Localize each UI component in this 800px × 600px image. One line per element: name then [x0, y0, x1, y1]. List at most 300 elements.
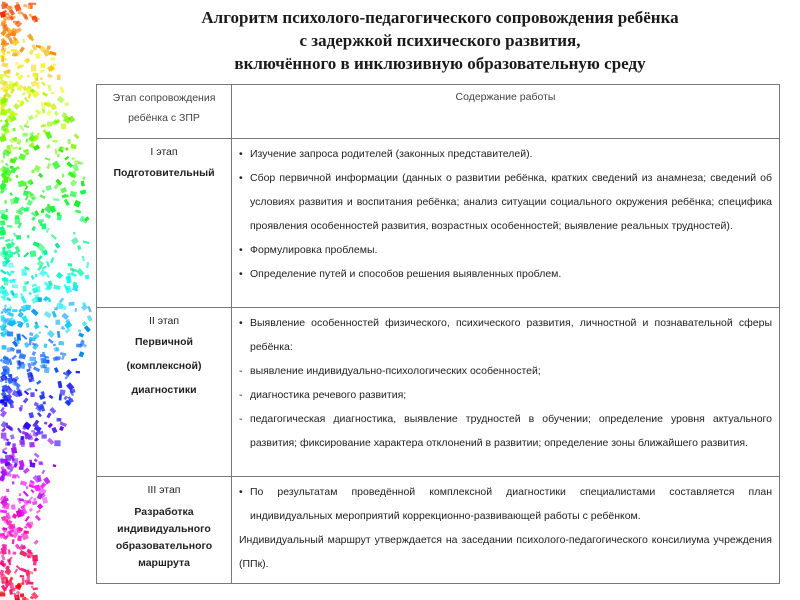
list-item: • По результатам проведённой комплексной диагностики специалистами составляется план индивидуальных мероприятий коррекционно-развивающей работы с ребёнком. [237, 480, 772, 528]
confetti-piece [15, 81, 18, 86]
confetti-piece [9, 582, 14, 590]
confetti-piece [42, 265, 47, 269]
confetti-piece [20, 575, 24, 577]
confetti-piece [6, 531, 11, 537]
confetti-piece [6, 489, 9, 492]
list-item: - диагностика речевого развития; [237, 383, 772, 407]
confetti-piece [0, 135, 7, 142]
confetti-piece [66, 276, 72, 284]
confetti-piece [15, 72, 19, 77]
confetti-piece [29, 379, 32, 382]
confetti-piece [43, 401, 46, 404]
confetti-piece [15, 175, 19, 179]
list-item: • Определение путей и способов решения выявленных проблем. [237, 262, 772, 286]
confetti-piece [59, 297, 65, 303]
confetti-piece [71, 144, 77, 149]
confetti-piece [43, 296, 49, 302]
confetti-piece [20, 593, 25, 597]
confetti-piece [1, 345, 6, 350]
confetti-piece [0, 236, 5, 239]
list-item: • Выявление особенностей физического, психического развития, личностной и познавательной сферы ребёнка: [237, 311, 772, 359]
table-header-row [97, 85, 780, 139]
confetti-piece [49, 407, 56, 414]
confetti-piece [26, 368, 30, 372]
confetti-piece [28, 93, 32, 99]
confetti-piece [68, 302, 74, 306]
confetti-piece [52, 311, 57, 318]
confetti-piece [7, 347, 12, 352]
confetti-piece [32, 283, 37, 287]
confetti-piece [46, 109, 52, 116]
confetti-piece [21, 315, 28, 323]
confetti-piece [31, 216, 35, 221]
confetti-piece [24, 390, 29, 395]
confetti-piece [23, 4, 28, 8]
confetti-piece [2, 502, 10, 509]
confetti-piece [25, 486, 28, 489]
confetti-piece [0, 269, 6, 274]
confetti-piece [34, 113, 38, 118]
title-line-2: с задержкой психического развития, [299, 31, 581, 50]
confetti-piece [43, 343, 47, 348]
confetti-piece [44, 367, 50, 373]
confetti-piece [56, 356, 61, 360]
confetti-piece [50, 257, 54, 263]
confetti-piece [41, 102, 45, 109]
confetti-piece [20, 440, 24, 447]
confetti-piece [0, 220, 5, 225]
confetti-piece [10, 271, 14, 274]
confetti-piece [27, 200, 33, 206]
confetti-piece [54, 111, 58, 116]
confetti-piece [38, 219, 44, 222]
confetti-piece [37, 133, 40, 136]
header-stage-line-1: Этап сопровождения [112, 92, 216, 104]
confetti-piece [22, 39, 25, 44]
confetti-piece [36, 45, 41, 49]
confetti-piece [46, 412, 51, 418]
confetti-piece [35, 274, 38, 278]
confetti-piece [27, 235, 30, 239]
confetti-piece [59, 421, 67, 427]
confetti-piece [82, 321, 87, 326]
confetti-piece [54, 149, 57, 155]
confetti-piece [85, 275, 90, 280]
confetti-piece [79, 351, 85, 357]
confetti-piece [82, 256, 85, 262]
confetti-piece [15, 62, 19, 66]
confetti-piece [34, 540, 39, 545]
confetti-piece [66, 161, 73, 167]
confetti-piece [50, 57, 55, 60]
confetti-piece [22, 92, 26, 96]
content-cell [232, 139, 780, 308]
confetti-piece [33, 135, 39, 140]
confetti-piece [62, 174, 64, 178]
stage-name-line: диагностики [131, 384, 197, 396]
confetti-piece [21, 334, 27, 340]
confetti-piece [29, 508, 33, 512]
confetti-piece [61, 313, 69, 320]
confetti-piece [70, 191, 77, 198]
confetti-piece [17, 428, 22, 434]
confetti-piece [71, 358, 77, 361]
confetti-piece [57, 96, 65, 104]
confetti-piece [4, 304, 7, 307]
confetti-piece [30, 489, 34, 493]
confetti-piece [0, 591, 5, 596]
title-line-3: включённого в инклюзивную образовательную среду [234, 54, 646, 73]
confetti-piece [29, 332, 34, 336]
confetti-piece [23, 190, 29, 196]
confetti-piece [38, 173, 43, 178]
confetti-piece [78, 161, 83, 165]
confetti-piece [46, 144, 51, 149]
confetti-piece [23, 467, 30, 474]
confetti-piece [63, 395, 68, 400]
algorithm-table [96, 84, 780, 584]
stage-number: II этап [148, 315, 180, 327]
confetti-piece [76, 268, 84, 276]
confetti-piece [44, 311, 52, 318]
confetti-piece [59, 394, 62, 400]
confetti-piece [65, 147, 69, 151]
confetti-piece [2, 450, 8, 454]
confetti-piece [0, 459, 6, 464]
confetti-piece [16, 590, 21, 594]
confetti-piece [57, 212, 61, 216]
confetti-piece [75, 210, 81, 214]
confetti-piece [61, 123, 66, 129]
confetti-piece [54, 440, 60, 446]
confetti-piece [47, 330, 55, 338]
confetti-piece [7, 225, 13, 228]
confetti-piece [68, 139, 71, 144]
confetti-piece [42, 189, 46, 193]
confetti-piece [30, 392, 34, 397]
confetti-piece [5, 239, 10, 242]
confetti-piece [74, 308, 77, 312]
title-line-1: Алгоритм психолого-педагогического сопровождения ребёнка [201, 8, 679, 27]
confetti-piece [41, 81, 46, 86]
confetti-piece [12, 284, 18, 288]
confetti-piece [11, 355, 17, 360]
confetti-piece [76, 343, 82, 347]
table-row [97, 139, 780, 308]
confetti-piece [3, 176, 8, 183]
confetti-piece [53, 198, 59, 201]
confetti-piece [26, 388, 31, 392]
confetti-piece [29, 49, 35, 55]
confetti-piece [76, 371, 80, 374]
stage-name-line: Первичной [134, 336, 194, 348]
stage-number: I этап [150, 146, 178, 158]
confetti-piece [74, 133, 80, 139]
confetti-piece [61, 355, 65, 360]
confetti-piece [28, 115, 34, 121]
confetti-piece [0, 120, 3, 123]
confetti-piece [56, 320, 61, 325]
confetti-piece [2, 447, 8, 452]
table-row [97, 477, 780, 584]
confetti-piece [0, 74, 4, 80]
confetti-piece [36, 509, 41, 513]
confetti-piece [36, 380, 41, 385]
confetti-piece [53, 343, 56, 346]
confetti-piece [17, 535, 22, 541]
confetti-piece [12, 128, 15, 132]
confetti-piece [59, 87, 64, 94]
confetti-piece [56, 272, 63, 279]
confetti-piece [23, 491, 29, 497]
confetti-piece [12, 474, 17, 478]
confetti-piece [22, 133, 27, 137]
confetti-piece [17, 512, 24, 517]
confetti-piece [39, 269, 46, 276]
confetti-piece [1, 427, 6, 432]
confetti-piece [34, 568, 37, 571]
confetti-piece [80, 189, 87, 194]
confetti-piece [30, 250, 37, 257]
confetti-piece [16, 139, 21, 145]
confetti-piece [3, 279, 8, 285]
confetti-piece [26, 139, 29, 143]
confetti-piece [54, 367, 59, 373]
confetti-piece [38, 461, 42, 465]
confetti-piece [24, 125, 29, 128]
confetti-piece [72, 164, 79, 172]
list-item: • Сбор первичной информации (данных о развитии ребёнка, кратких сведений из анамнеза; сведений об условиях развития и воспитания ребёнка; анализ ситуации социального окружения ребёнка; специфика проявления особенностей развития, возрастных особенностей; выявление реальных трудностей). [237, 166, 772, 238]
confetti-piece [31, 170, 34, 174]
confetti-piece [31, 65, 37, 72]
confetti-piece [31, 226, 36, 231]
confetti-piece [53, 285, 61, 290]
stage-name-line: (комплексной) [126, 360, 202, 372]
confetti-piece [28, 412, 34, 418]
confetti-piece [35, 53, 41, 59]
confetti-piece [42, 92, 48, 97]
confetti-piece [60, 187, 67, 193]
confetti-piece [23, 286, 27, 292]
confetti-piece [49, 395, 54, 400]
list-item: • Формулировка проблемы. [237, 238, 772, 262]
confetti-piece [64, 102, 69, 106]
confetti-piece [4, 58, 7, 61]
confetti-piece [18, 153, 26, 161]
confetti-piece [15, 218, 21, 224]
confetti-piece [59, 426, 64, 431]
confetti-piece [47, 73, 53, 78]
confetti-piece [35, 515, 41, 521]
confetti-piece [83, 177, 86, 180]
confetti-piece [21, 296, 27, 304]
confetti-piece [73, 232, 76, 235]
confetti-piece [23, 531, 28, 534]
confetti-piece [18, 65, 24, 67]
confetti-piece [32, 501, 37, 505]
list-item: • Изучение запроса родителей (законных представителей). [237, 142, 772, 166]
confetti-piece [47, 84, 51, 91]
confetti-piece [10, 192, 13, 196]
confetti-piece [55, 243, 61, 249]
confetti-piece [14, 569, 18, 574]
confetti-piece [33, 165, 41, 173]
confetti-piece [39, 194, 45, 199]
content-cell [232, 308, 780, 477]
confetti-piece [25, 516, 30, 522]
confetti-piece [0, 315, 4, 320]
confetti-piece [48, 423, 53, 429]
confetti-piece [26, 74, 30, 78]
confetti-piece [29, 442, 35, 448]
confetti-piece [22, 431, 28, 436]
confetti-piece [33, 144, 40, 151]
confetti-piece [42, 352, 45, 354]
confetti-piece [87, 306, 92, 313]
confetti-piece [19, 493, 22, 496]
confetti-piece [28, 292, 32, 296]
confetti-piece [18, 147, 22, 151]
confetti-piece [74, 200, 82, 208]
confetti-piece [34, 458, 38, 462]
confetti-piece [19, 46, 25, 52]
confetti-piece [44, 325, 48, 328]
confetti-piece [34, 453, 40, 458]
confetti-piece [33, 587, 38, 590]
confetti-piece [33, 498, 36, 501]
confetti-piece [10, 238, 13, 242]
confetti-piece [37, 255, 42, 260]
confetti-piece [6, 318, 11, 322]
confetti-piece [16, 349, 21, 353]
confetti-piece [1, 433, 7, 439]
confetti-piece [49, 51, 56, 56]
confetti-piece [46, 163, 51, 169]
confetti-piece [41, 470, 45, 475]
confetti-piece [51, 234, 57, 240]
confetti-piece [12, 309, 17, 312]
stage-number: III этап [147, 484, 181, 496]
confetti-piece [51, 427, 57, 434]
confetti-piece [40, 77, 43, 80]
list-item: Индивидуальный маршрут утверждается на заседании психолого-педагогического консилиума учреждения (ППк). [239, 534, 772, 570]
confetti-piece [33, 366, 40, 372]
confetti-piece [53, 249, 58, 254]
confetti-piece [53, 140, 58, 143]
confetti-piece [46, 185, 52, 191]
confetti-piece [29, 357, 36, 362]
confetti-piece [64, 199, 70, 206]
confetti-piece [86, 262, 89, 268]
confetti-piece [17, 100, 20, 103]
stage-cell [97, 308, 232, 477]
stage-cell [97, 477, 232, 584]
confetti-piece [26, 305, 32, 311]
confetti-piece [5, 163, 9, 167]
confetti-piece [14, 28, 19, 33]
confetti-piece [40, 70, 45, 73]
confetti-piece [53, 464, 57, 467]
confetti-piece [20, 436, 24, 440]
confetti-piece [64, 156, 69, 161]
confetti-piece [25, 569, 30, 576]
header-content-cell: Содержание работы [232, 85, 780, 139]
confetti-piece [18, 582, 24, 585]
confetti-piece [54, 307, 57, 310]
confetti-piece [1, 160, 4, 164]
confetti-piece [12, 551, 16, 554]
confetti-piece [78, 329, 82, 332]
confetti-piece [46, 261, 50, 267]
confetti-piece [18, 361, 21, 367]
confetti-piece [42, 108, 45, 113]
confetti-piece [52, 161, 60, 170]
stage-name: Подготовительный [113, 167, 215, 179]
confetti-piece [23, 252, 29, 258]
confetti-piece [57, 75, 61, 81]
confetti-piece [77, 245, 81, 250]
confetti-piece [59, 389, 65, 395]
confetti-piece [32, 351, 37, 356]
confetti-piece [6, 51, 10, 55]
confetti-piece [41, 208, 45, 213]
confetti-piece [71, 237, 79, 245]
confetti-piece [44, 422, 47, 425]
confetti-piece [58, 341, 64, 346]
confetti-piece [34, 324, 40, 330]
confetti-piece [5, 209, 7, 213]
confetti-piece [12, 481, 15, 484]
confetti-piece [13, 462, 18, 467]
confetti-piece [72, 157, 75, 160]
confetti-piece [47, 121, 53, 126]
confetti-piece [81, 181, 85, 187]
confetti-piece [41, 63, 46, 68]
confetti-piece [38, 331, 41, 334]
confetti-piece [1, 311, 4, 314]
confetti-piece [13, 21, 19, 24]
confetti-piece [42, 497, 48, 504]
confetti-piece [17, 253, 20, 258]
confetti-piece [57, 154, 59, 157]
content-cell [232, 477, 780, 584]
confetti-piece [31, 275, 35, 280]
confetti-piece [20, 481, 27, 487]
confetti-piece [65, 328, 71, 334]
confetti-piece [19, 460, 25, 467]
confetti-piece [2, 62, 9, 67]
confetti-piece [8, 262, 14, 268]
confetti-piece [4, 200, 7, 204]
confetti-piece [23, 397, 29, 403]
confetti-piece [29, 340, 32, 346]
confetti-piece [4, 48, 7, 50]
confetti-piece [57, 331, 60, 338]
confetti-piece [1, 554, 6, 560]
confetti-piece [78, 333, 84, 338]
confetti-piece [87, 315, 93, 322]
confetti-piece [37, 412, 42, 417]
confetti-piece [36, 286, 40, 292]
confetti-piece [48, 338, 54, 344]
page-title [95, 6, 785, 75]
confetti-piece [45, 213, 51, 219]
confetti-piece [31, 308, 39, 316]
confetti-piece [37, 265, 42, 271]
confetti-piece [26, 323, 29, 328]
confetti-piece [19, 125, 25, 132]
confetti-piece [47, 438, 54, 445]
